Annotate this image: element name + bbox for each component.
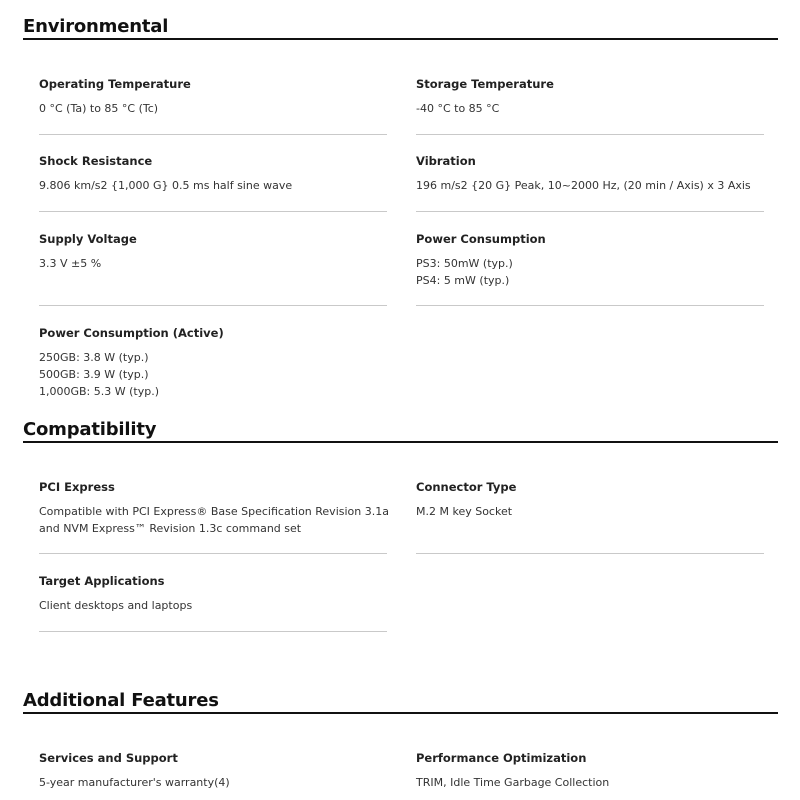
field-label: Power Consumption <box>416 232 546 246</box>
section-title-additional-features <box>23 674 778 714</box>
field-power-consumption <box>416 231 764 289</box>
field-label: Shock Resistance <box>39 154 153 168</box>
field-value: 9.806 km/s2 {1,000 G} 0.5 ms half sine wave <box>39 179 293 192</box>
divider <box>39 134 387 135</box>
field-services-and-support <box>39 750 387 791</box>
field-value: 196 m/s2 {20 G} Peak, 10~2000 Hz, (20 min / Axis) x 3 Axis <box>416 179 751 192</box>
field-value: 500GB: 3.9 W (typ.) <box>39 368 149 381</box>
field-operating-temperature <box>39 76 387 117</box>
field-value: 1,000GB: 5.3 W (typ.) <box>39 385 160 398</box>
field-label: Connector Type <box>416 480 517 494</box>
field-label: Services and Support <box>39 751 178 765</box>
divider <box>416 553 764 554</box>
field-label: Storage Temperature <box>416 77 554 91</box>
field-label: Vibration <box>416 154 476 168</box>
section-title-compatibility <box>23 403 778 443</box>
field-supply-voltage <box>39 231 387 272</box>
divider <box>39 553 387 554</box>
divider <box>416 134 764 135</box>
section-title-environmental <box>23 0 778 40</box>
field-label: Power Consumption (Active) <box>39 326 224 340</box>
field-shock-resistance <box>39 153 387 194</box>
field-value: Compatible with PCI Express® Base Specification Revision 3.1a <box>39 505 389 518</box>
divider <box>416 305 764 306</box>
section-title-text: Additional Features <box>23 690 219 711</box>
field-value: 0 °C (Ta) to 85 °C (Tc) <box>39 102 159 115</box>
field-performance-optimization <box>416 750 764 791</box>
divider <box>39 305 387 306</box>
divider <box>39 211 387 212</box>
field-value: M.2 M key Socket <box>416 505 513 518</box>
field-label: Operating Temperature <box>39 77 191 91</box>
field-value: and NVM Express™ Revision 1.3c command set <box>39 522 302 535</box>
field-pci-express <box>39 479 387 537</box>
section-title-text: Compatibility <box>23 419 157 440</box>
divider <box>39 631 387 632</box>
field-value: PS3: 50mW (typ.) <box>416 257 513 270</box>
field-storage-temperature <box>416 76 764 117</box>
section-title-text: Environmental <box>23 16 169 37</box>
field-value: 3.3 V ±5 % <box>39 257 102 270</box>
field-connector-type <box>416 479 764 520</box>
field-value: -40 °C to 85 °C <box>416 102 500 115</box>
divider <box>416 211 764 212</box>
field-value: 5-year manufacturer's warranty(4) <box>39 776 230 789</box>
field-vibration <box>416 153 764 194</box>
field-target-applications <box>39 573 387 614</box>
field-power-consumption-active <box>39 325 387 400</box>
field-label: PCI Express <box>39 480 115 494</box>
field-value: PS4: 5 mW (typ.) <box>416 274 510 287</box>
field-label: Performance Optimization <box>416 751 587 765</box>
field-value: TRIM, Idle Time Garbage Collection <box>416 776 610 789</box>
field-value: Client desktops and laptops <box>39 599 193 612</box>
field-value: 250GB: 3.8 W (typ.) <box>39 351 149 364</box>
field-label: Supply Voltage <box>39 232 137 246</box>
field-label: Target Applications <box>39 574 165 588</box>
